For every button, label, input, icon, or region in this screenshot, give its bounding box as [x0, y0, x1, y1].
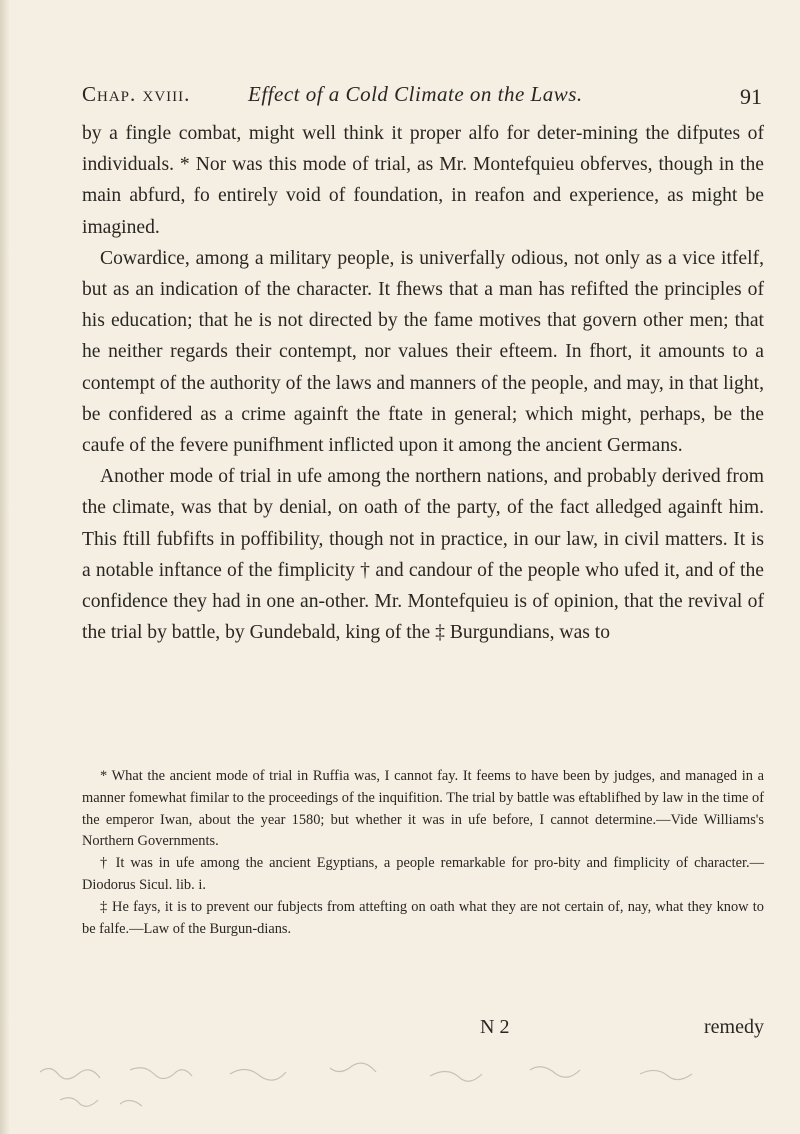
signature-mark: N 2	[480, 1016, 510, 1038]
running-header	[82, 82, 762, 116]
footnotes	[82, 766, 764, 940]
page-gutter-shadow	[0, 0, 10, 1134]
paragraph-2: Cowardice, among a military people, is univerfally odious, not only as a vice itfelf, but as an indication of the character. It fhews that a man has refifted the principles of his education; that he is not directed by the fame motives that govern other men; that he neither regards their contempt, nor values their efteem. In fhort, it amounts to a contempt of the authority of the laws and manners of the people, and may, in that light, be confidered as a crime againft the ftate in general; which might, perhaps, be the caufe of the fevere punifhment inflicted upon it among the ancient Germans.	[82, 247, 764, 457]
paragraph-1: by a fingle combat, might well think it proper alfo for deter-mining the difputes of individuals. * Nor was this mode of trial, as Mr. Montefquieu obferves, though in the main abfurd, fo entirely void of foundation, in reafon and experience, as might be imagined.	[82, 123, 764, 238]
catchword: remedy	[704, 1016, 764, 1038]
page-foot	[82, 1016, 764, 1046]
footnote-asterisk: * What the ancient mode of trial in Ruffia was, I cannot fay. It feems to have been by judges, and managed in a manner fomewhat fimilar to the proceedings of the inquifition. The trial by battle was eftablifhed by law in the time of the emperor Iwan, about the year 1580; but whether it was in ufe before, I cannot determine.—Vide Williams's Northern Governments.	[82, 768, 764, 850]
running-title: Effect of a Cold Climate on the Laws.	[248, 82, 583, 106]
page-number: 91	[740, 84, 762, 109]
footnote-dagger: † It was in ufe among the ancient Egyptians, a people remarkable for pro-bity and fimplicity of character.—Diodorus Sicul. lib. i.	[82, 855, 764, 893]
paragraph-3: Another mode of trial in ufe among the northern nations, and probably derived from the climate, was that by denial, on oath of the party, of the fact alledged againft him. This ftill fubfifts in poffibility, though not in practice, in our law, in civil matters. It is a notable inftance of the fimplicity † and candour of the people who ufed it, and of the confidence they had in one an-other. Mr. Montefquieu is of opinion, that the revival of the trial by battle, by Gundebald, king of the ‡ Burgundians, was to	[82, 466, 764, 644]
chapter-label: Chap. xviii.	[82, 82, 191, 106]
show-through-ink	[0, 1052, 800, 1122]
footnote-double-dagger: ‡ He fays, it is to prevent our fubjects from attefting on oath what they are not certain of, nay, what they know to be falfe.—Law of the Burgun-dians.	[82, 898, 764, 937]
main-text	[82, 118, 764, 648]
